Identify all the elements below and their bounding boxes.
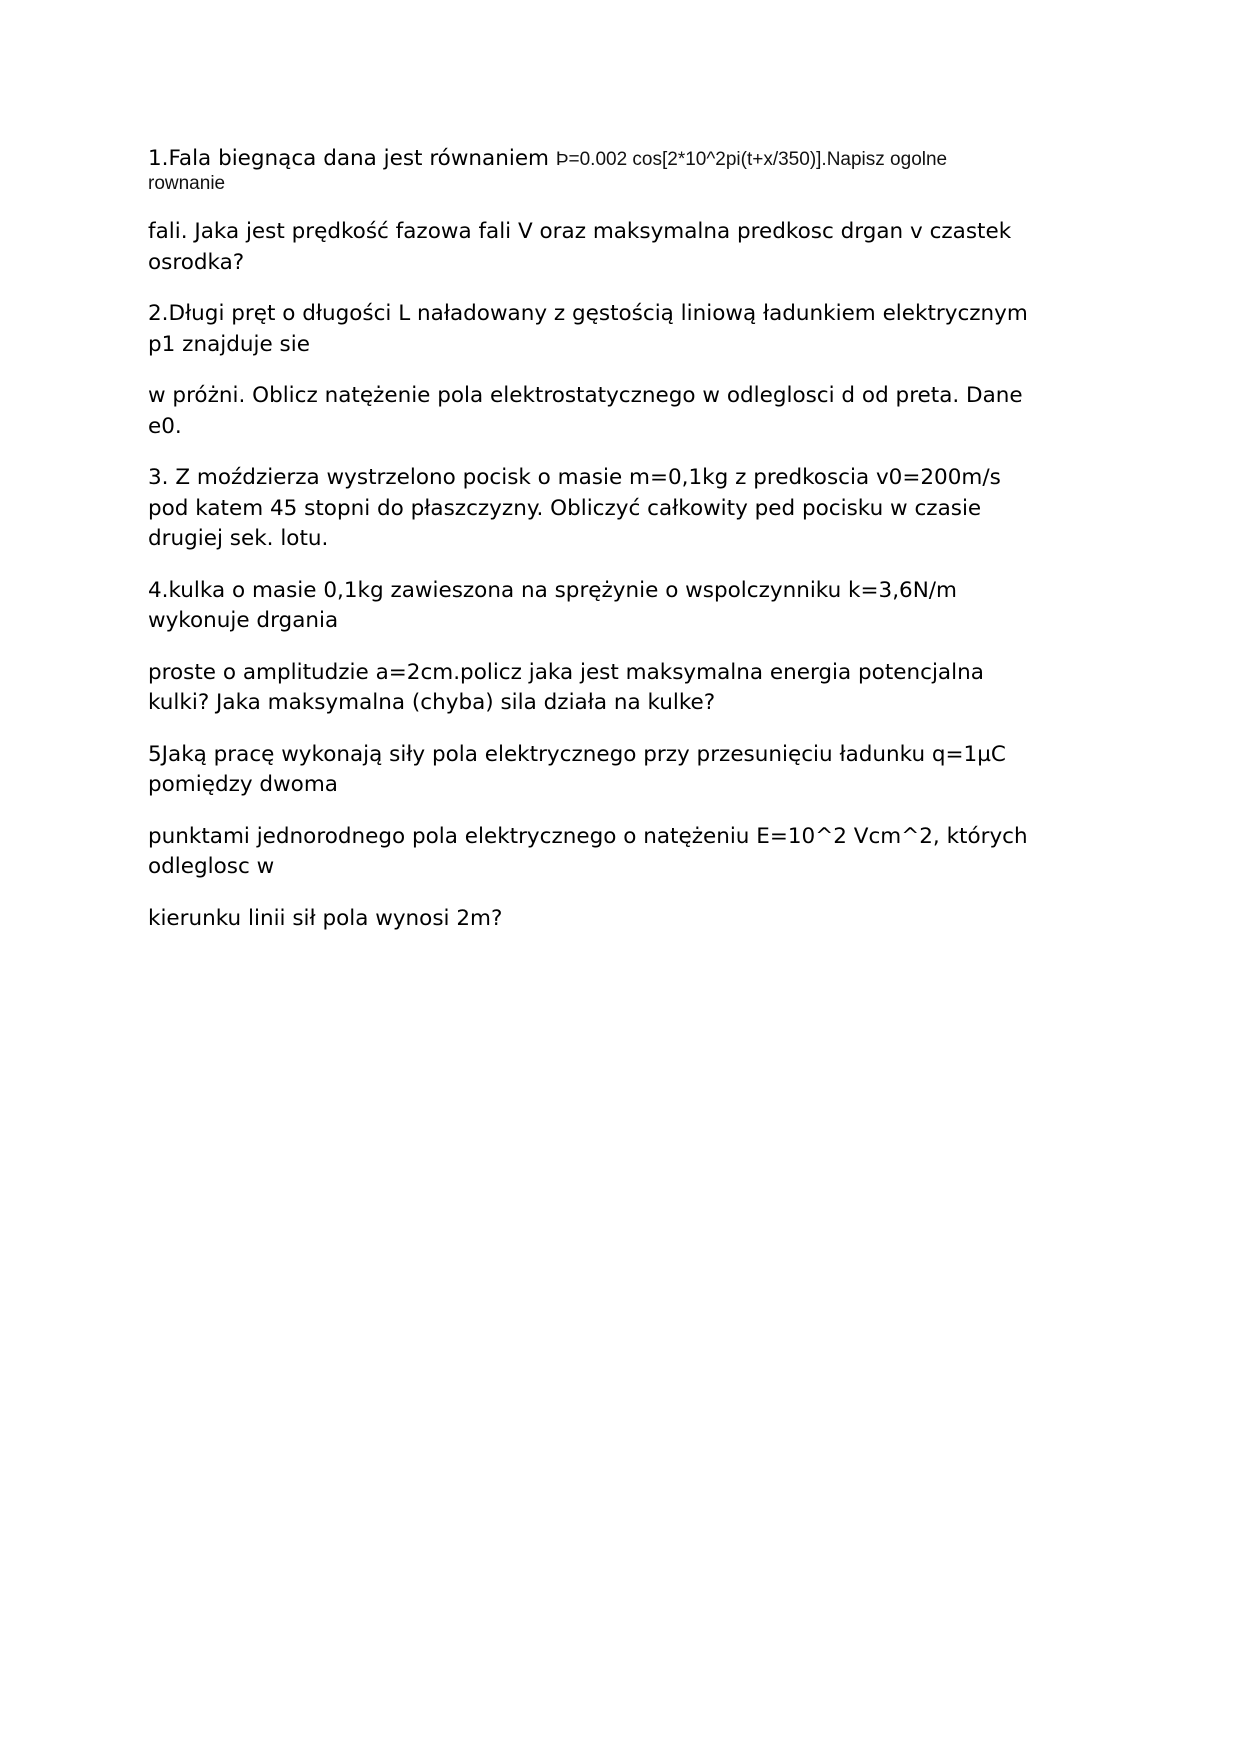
wave-equation-continuation: rownanie — [148, 173, 226, 194]
text-line: pod katem 45 stopni do płaszczyzny. Obliczyć całkowity ped pocisku w czasie — [148, 495, 982, 521]
text-line: e0. — [148, 413, 182, 439]
text-line: odleglosc w — [148, 854, 275, 879]
question-1-paragraph — [148, 144, 1108, 196]
text-line: p1 znajduje sie — [148, 331, 310, 357]
question-4-paragraph — [148, 576, 1108, 637]
text-line: kierunku linii sił pola wynosi 2m? — [148, 905, 503, 931]
text-line: 3. Z moździerza wystrzelono pocisk o masie m=0,1kg z predkoscia v0=200m/s — [148, 465, 1001, 490]
text-line: wykonuje drgania — [148, 608, 339, 633]
text-line: 4.kulka o masie 0,1kg zawieszona na sprężynie o wspolczynniku k=3,6N/m — [148, 577, 957, 603]
question-2-continuation — [148, 381, 1108, 442]
text-line: pomiędzy dwoma — [148, 772, 338, 797]
text-line: proste o amplitudzie a=2cm.policz jaka jest maksymalna energia potencjalna — [148, 659, 984, 685]
question-3-paragraph — [148, 463, 1108, 555]
text-line: kulki? Jaka maksymalna (chyba) sila działa na kulke? — [148, 690, 716, 715]
text-line: 5Jaką pracę wykonają siły pola elektrycznego przy przesunięciu ładunku q=1µC — [148, 741, 1006, 767]
question-5-final — [148, 904, 1108, 935]
text-line: drugiej sek. lotu. — [148, 526, 329, 551]
text-line: fali. Jaka jest prędkość fazowa fali V oraz maksymalna predkosc drgan v czastek — [148, 219, 1012, 244]
text-line: 2.Długi pręt o długości L naładowany z gęstością liniową ładunkiem elektrycznym — [148, 301, 1028, 326]
wave-equation: Þ=0.002 cos[2*10^2pi(t+x/350)].Napisz ogolne — [555, 149, 948, 170]
text-line: w próżni. Oblicz natężenie pola elektrostatycznego w odleglosci d od preta. Dane — [148, 383, 1023, 408]
document-body — [148, 144, 1108, 955]
text-line — [148, 172, 1108, 196]
question-1-continuation — [148, 217, 1108, 278]
question-5-continuation — [148, 822, 1108, 883]
question-4-continuation — [148, 658, 1108, 719]
question-1-intro: 1.Fala biegnąca dana jest równaniem — [148, 146, 556, 171]
text-line: punktami jednorodnego pola elektrycznego o natężeniu E=10^2 Vcm^2, których — [148, 823, 1028, 849]
text-line: osrodka? — [148, 249, 245, 275]
question-2-paragraph — [148, 299, 1108, 360]
question-5-paragraph — [148, 740, 1108, 801]
text-line — [148, 144, 1108, 172]
